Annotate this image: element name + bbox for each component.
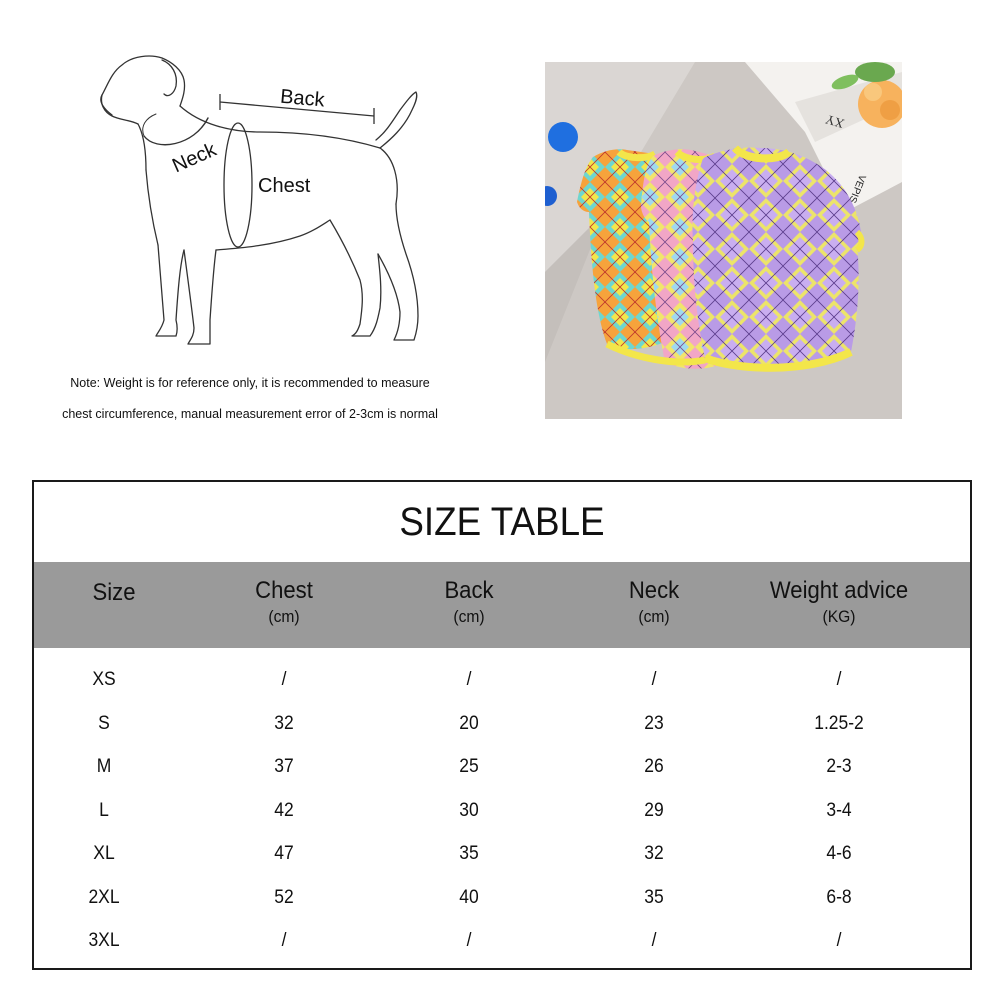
header-back: [419, 562, 519, 648]
back-cell: 25: [459, 756, 479, 777]
chest-cell: 42: [274, 799, 294, 821]
table-header-row: [34, 562, 970, 648]
argyle-shirts-photo: [545, 62, 902, 419]
weight-cell: 3-4: [826, 799, 852, 821]
weight-cell: 2-3: [826, 756, 852, 777]
weight-cell: 6-8: [826, 886, 852, 908]
size-cell: S: [98, 712, 110, 734]
header-neck-label: Neck: [628, 577, 680, 604]
header-size-label: Size: [92, 579, 136, 606]
size-cell: XS: [92, 669, 116, 690]
neck-cell: 26: [644, 756, 664, 777]
note-line-1: Note: Weight is for reference only, it is recommended to measure: [70, 376, 430, 390]
header-back-unit: (cm): [453, 607, 485, 626]
back-cell: 30: [459, 799, 479, 821]
header-chest: [234, 562, 334, 648]
book-text-2: XY: [823, 111, 846, 132]
neck-cell: /: [651, 930, 657, 951]
table-row: [34, 658, 970, 702]
back-cell: 20: [459, 712, 479, 734]
chest-cell: 52: [274, 886, 294, 908]
table-row: [34, 832, 970, 876]
header-back-label: Back: [444, 577, 494, 604]
weight-cell: /: [836, 930, 842, 951]
chest-cell: /: [281, 669, 287, 690]
size-cell: M: [96, 756, 112, 777]
neck-cell: 35: [644, 886, 664, 908]
header-neck-unit: (cm): [638, 607, 670, 626]
table-row: [34, 876, 970, 920]
header-weight-unit: (KG): [822, 607, 856, 626]
size-cell: L: [99, 799, 109, 821]
header-neck: [604, 562, 704, 648]
note-line-2: chest circumference, manual measurement error of 2-3cm is normal: [62, 407, 438, 421]
chest-cell: /: [281, 930, 287, 951]
size-cell: 3XL: [88, 930, 120, 951]
header-chest-unit: (cm): [268, 607, 300, 626]
chest-cell: 37: [274, 756, 294, 777]
back-cell: /: [466, 669, 472, 690]
header-size: [54, 562, 174, 648]
chest-label: Chest: [258, 175, 311, 197]
chest-cell: 32: [274, 712, 294, 734]
weight-cell: /: [836, 669, 842, 690]
neck-cell: /: [651, 669, 657, 690]
header-weight-label: Weight advice: [769, 577, 909, 604]
back-cell: 35: [459, 843, 479, 864]
chest-cell: 47: [274, 843, 294, 864]
product-photo: [545, 62, 902, 419]
dog-measurement-diagram: [60, 40, 480, 380]
table-row: [34, 745, 970, 789]
table-body: [34, 658, 970, 963]
neck-label: Neck: [169, 138, 220, 178]
neck-cell: 32: [644, 843, 664, 864]
back-cell: /: [466, 930, 472, 951]
table-row: [34, 789, 970, 833]
header-chest-label: Chest: [255, 577, 313, 604]
header-weight-advice: [749, 562, 929, 648]
weight-cell: 1.25-2: [814, 712, 864, 734]
neck-cell: 29: [644, 799, 664, 821]
back-label: Back: [279, 85, 326, 112]
measurement-note: [40, 368, 460, 430]
size-cell: 2XL: [88, 886, 120, 908]
table-row: [34, 919, 970, 963]
table-title: SIZE TABLE: [399, 500, 605, 544]
table-row: [34, 702, 970, 746]
book-text: VEPIS: [846, 172, 868, 205]
neck-cell: 23: [644, 712, 664, 734]
dog-outline-illustration: [60, 40, 480, 380]
weight-cell: 4-6: [826, 843, 852, 864]
back-cell: 40: [459, 886, 479, 908]
size-cell: XL: [93, 843, 115, 864]
size-table: [32, 480, 972, 970]
